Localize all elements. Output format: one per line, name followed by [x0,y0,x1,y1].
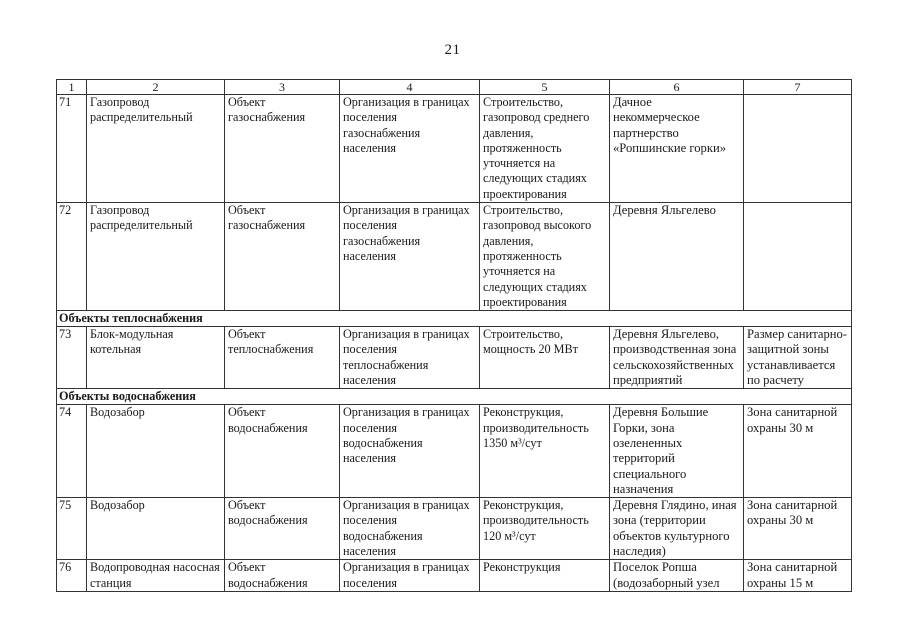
cell-object-type: Объект теплоснабжения [225,327,340,389]
cell-characteristics: Строительство, мощность 20 МВт [480,327,610,389]
page-number: 21 [444,42,461,58]
column-header: 5 [480,80,610,95]
cell-purpose: Организация в границах поселения [340,560,480,592]
cell-purpose: Организация в границах поселения водоснабжения населения [340,498,480,560]
cell-location: Поселок Ропша (водозаборный узел [610,560,744,592]
cell-characteristics: Строительство, газопровод высокого давления, протяженность уточняется на следующих стадиях проектирования [480,203,610,311]
cell-row-number: 71 [57,95,87,203]
cell-object-name: Газопровод распределительный [87,203,225,311]
infrastructure-table [56,79,852,592]
cell-zone-restrictions [744,203,852,311]
cell-characteristics: Строительство, газопровод среднего давления, протяженность уточняется на следующих стадиях проектирования [480,95,610,203]
cell-zone-restrictions: Зона санитарной охраны 30 м [744,498,852,560]
section-header-row [57,311,852,327]
column-header: 6 [610,80,744,95]
table-row [57,203,852,311]
column-header: 2 [87,80,225,95]
cell-purpose: Организация в границах поселения газоснабжения населения [340,203,480,311]
section-title: Объекты теплоснабжения [57,311,852,327]
cell-zone-restrictions: Зона санитарной охраны 15 м [744,560,852,592]
table-body [57,80,852,592]
cell-object-type: Объект водоснабжения [225,498,340,560]
cell-row-number: 74 [57,405,87,498]
column-header: 7 [744,80,852,95]
cell-object-type: Объект газоснабжения [225,95,340,203]
cell-location: Деревня Глядино, иная зона (территории объектов культурного наследия) [610,498,744,560]
cell-zone-restrictions: Зона санитарной охраны 30 м [744,405,852,498]
cell-row-number: 76 [57,560,87,592]
cell-object-name: Водопроводная насосная станция [87,560,225,592]
cell-characteristics: Реконструкция, производительность 120 м³/сут [480,498,610,560]
cell-object-name: Водозабор [87,405,225,498]
cell-characteristics: Реконструкция [480,560,610,592]
table-row [57,95,852,203]
cell-row-number: 72 [57,203,87,311]
cell-location: Деревня Яльгелево, производственная зона сельскохозяйственных предприятий [610,327,744,389]
cell-purpose: Организация в границах поселения теплоснабжения населения [340,327,480,389]
table-row [57,405,852,498]
cell-location: Деревня Яльгелево [610,203,744,311]
table-row [57,327,852,389]
column-header: 4 [340,80,480,95]
cell-location: Деревня Большие Горки, зона озелененных территорий специального назначения [610,405,744,498]
cell-row-number: 73 [57,327,87,389]
cell-object-name: Газопровод распределительный [87,95,225,203]
cell-object-type: Объект водоснабжения [225,405,340,498]
cell-location: Дачное некоммерческое партнерство «Ропшинские горки» [610,95,744,203]
cell-purpose: Организация в границах поселения водоснабжения населения [340,405,480,498]
column-header: 3 [225,80,340,95]
cell-row-number: 75 [57,498,87,560]
cell-purpose: Организация в границах поселения газоснабжения населения [340,95,480,203]
cell-object-type: Объект газоснабжения [225,203,340,311]
table-row [57,498,852,560]
cell-zone-restrictions [744,95,852,203]
section-title: Объекты водоснабжения [57,389,852,405]
cell-zone-restrictions: Размер санитарно-защитной зоны устанавливается по расчету [744,327,852,389]
cell-object-name: Водозабор [87,498,225,560]
column-header: 1 [57,80,87,95]
table-row [57,560,852,592]
cell-characteristics: Реконструкция, производительность 1350 м³/сут [480,405,610,498]
cell-object-name: Блок-модульная котельная [87,327,225,389]
cell-object-type: Объект водоснабжения [225,560,340,592]
column-header-row [57,80,852,95]
section-header-row [57,389,852,405]
